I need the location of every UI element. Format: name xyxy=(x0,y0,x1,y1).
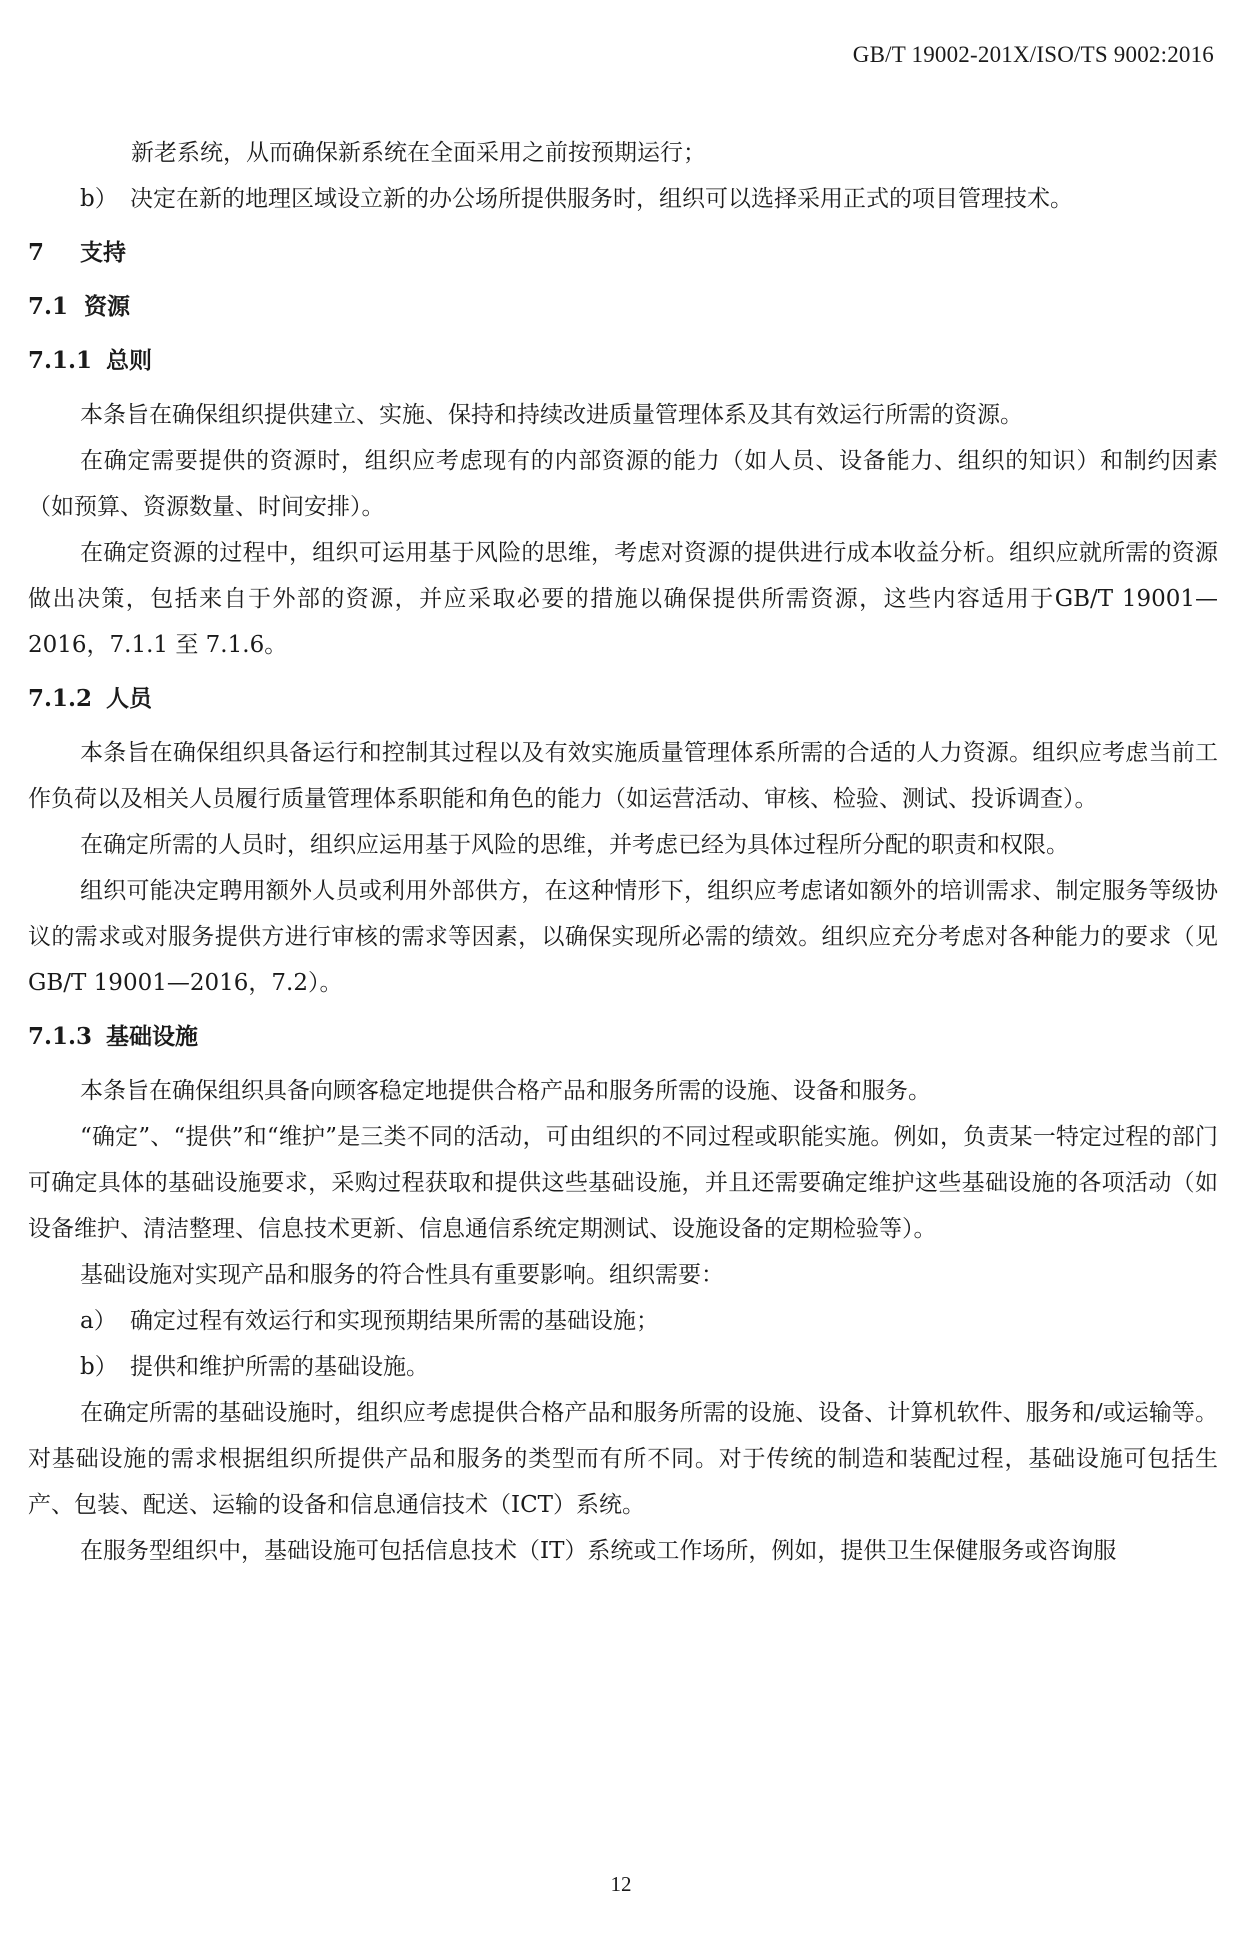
section-title: 基础设施 xyxy=(106,1023,199,1050)
continuation-text: 新老系统，从而确保新系统在全面采用之前按预期运行； xyxy=(131,140,706,166)
body-paragraph: 在确定所需的基础设施时，组织应考虑提供合格产品和服务所需的设施、设备、计算机软件、服务和/或运输等。对基础设施的需求根据组织所提供产品和服务的类型而有所不同。对于传统的制造和装配过程，基础设施可包括生产、包装、配送、运输的设备和信息通信技术（ICT）系统。 xyxy=(28,1400,1218,1518)
section-heading xyxy=(28,230,1218,276)
document-body xyxy=(28,130,1218,1574)
section-number: 7 xyxy=(28,239,45,266)
section-heading xyxy=(28,676,1218,722)
section-number: 7.1 xyxy=(28,293,69,320)
section-number: 7.1.1 xyxy=(28,347,93,374)
section-number: 7.1.3 xyxy=(28,1023,93,1050)
body-paragraph: 本条旨在确保组织提供建立、实施、保持和持续改进质量管理体系及其有效运行所需的资源。 xyxy=(80,402,1023,428)
body-paragraph: 本条旨在确保组织具备运行和控制其过程以及有效实施质量管理体系所需的合适的人力资源。组织应考虑当前工作负荷以及相关人员履行质量管理体系职能和角色的能力（如运营活动、审核、检验、测试、投诉调查）。 xyxy=(28,740,1218,812)
body-paragraph: 在确定所需的人员时，组织应运用基于风险的思维，并考虑已经为具体过程所分配的职责和权限。 xyxy=(80,832,1069,858)
section-number: 7.1.2 xyxy=(28,685,93,712)
body-paragraph: 基础设施对实现产品和服务的符合性具有重要影响。组织需要： xyxy=(80,1262,724,1288)
section-heading xyxy=(28,338,1218,384)
section-title: 总则 xyxy=(106,347,153,374)
body-paragraph: 在确定资源的过程中，组织可运用基于风险的思维，考虑对资源的提供进行成本收益分析。组织应就所需的资源做出决策，包括来自于外部的资源，并应采取必要的措施以确保提供所需资源，这些内容适用于GB/T 19001—2016，7.1.1 至 7.1.6。 xyxy=(28,540,1218,658)
list-item-text: 确定过程有效运行和实现预期结果所需的基础设施； xyxy=(130,1308,659,1334)
list-item-text: 提供和维护所需的基础设施。 xyxy=(130,1354,429,1380)
page-number: 12 xyxy=(610,1872,632,1896)
list-marker: b） xyxy=(80,1354,118,1380)
list-marker: a） xyxy=(80,1308,117,1334)
body-paragraph: 在服务型组织中，基础设施可包括信息技术（IT）系统或工作场所，例如，提供卫生保健服务或咨询服 xyxy=(80,1538,1117,1564)
list-marker: b） xyxy=(80,186,118,212)
section-title: 人员 xyxy=(106,685,153,712)
section-title: 支持 xyxy=(80,239,126,266)
list-item xyxy=(28,1298,1218,1344)
body-paragraph: 组织可能决定聘用额外人员或利用外部供方，在这种情形下，组织应考虑诸如额外的培训需求、制定服务等级协议的需求或对服务提供方进行审核的需求等因素，以确保实现所必需的绩效。组织应充分考虑对各种能力的要求（见 GB/T 19001—2016，7.2）。 xyxy=(28,878,1218,996)
body-paragraph: “确定”、“提供”和“维护”是三类不同的活动，可由组织的不同过程或职能实施。例如，负责某一特定过程的部门可确定具体的基础设施要求，采购过程获取和提供这些基础设施，并且还需要确定维护这些基础设施的各项活动（如设备维护、清洁整理、信息技术更新、信息通信系统定期测试、设施设备的定期检验等）。 xyxy=(28,1124,1218,1242)
list-item-text: 决定在新的地理区域设立新的办公场所提供服务时，组织可以选择采用正式的项目管理技术。 xyxy=(130,186,1073,212)
body-paragraph: 本条旨在确保组织具备向顾客稳定地提供合格产品和服务所需的设施、设备和服务。 xyxy=(80,1078,931,1104)
section-title: 资源 xyxy=(84,293,131,320)
body-paragraph: 在确定需要提供的资源时，组织应考虑现有的内部资源的能力（如人员、设备能力、组织的知识）和制约因素（如预算、资源数量、时间安排）。 xyxy=(28,448,1218,520)
section-heading xyxy=(28,1014,1218,1060)
list-item xyxy=(28,1344,1218,1390)
document-code-header: GB/T 19002-201X/ISO/TS 9002:2016 xyxy=(852,42,1214,67)
list-item xyxy=(28,176,1218,222)
section-heading xyxy=(28,284,1218,330)
